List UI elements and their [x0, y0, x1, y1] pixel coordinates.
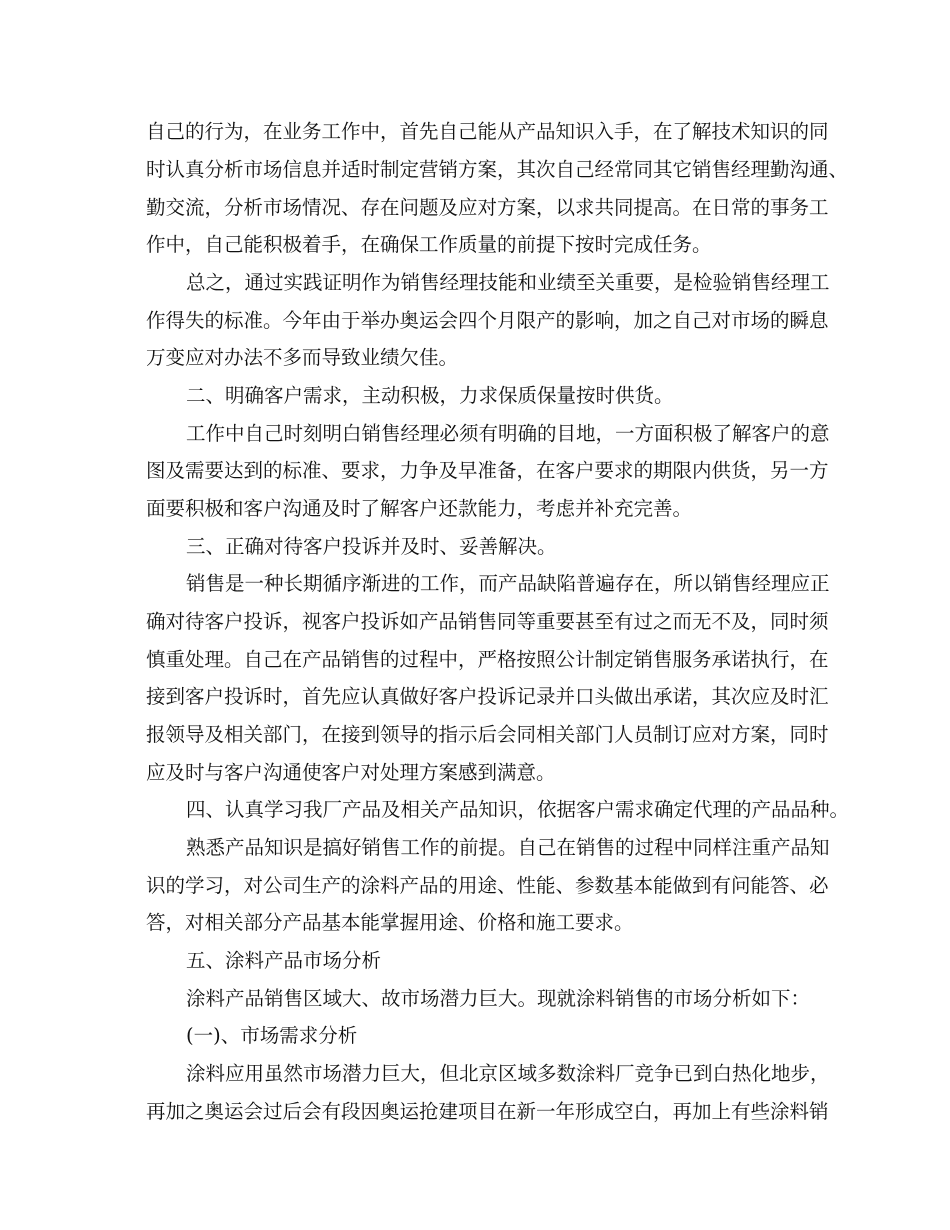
paragraph-first-line: 总之，通过实践证明作为销售经理技能和业绩至关重要，是检验销售经理工 — [186, 271, 830, 294]
section-heading: 四、认真学习我厂产品及相关产品知识，依据客户需求确定代理的产品品种。 — [186, 798, 850, 821]
paragraph-first-line: 工作中自己时刻明白销售经理必须有明确的目地，一方面积极了解客户的意 — [186, 422, 830, 445]
subsection-heading: (一)、市场需求分析 — [186, 1024, 358, 1047]
text-line: 答，对相关部分产品基本能掌握用途、价格和施工要求。 — [146, 911, 634, 934]
text-line: 确对待客户投诉，视客户投诉如产品销售同等重要甚至有过之而无不及，同时须 — [146, 610, 829, 633]
text-line: 时认真分析市场信息并适时制定营销方案，其次自己经常同其它销售经理勤沟通、 — [146, 158, 849, 181]
paragraph-first-line: 销售是一种长期循序渐进的工作，而产品缺陷普遍存在，所以销售经理应正 — [186, 572, 830, 595]
text-line: 图及需要达到的标准、要求，力争及早准备，在客户要求的期限内供货，另一方 — [146, 459, 829, 482]
text-line: 面要积极和客户沟通及时了解客户还款能力，考虑并补充完善。 — [146, 497, 693, 520]
text-line: 报领导及相关部门，在接到领导的指示后会同相关部门人员制订应对方案，同时 — [146, 723, 829, 746]
text-line: 应及时与客户沟通使客户对处理方案感到满意。 — [146, 761, 556, 784]
paragraph-line: 涂料产品销售区域大、故市场潜力巨大。现就涂料销售的市场分析如下： — [186, 987, 811, 1010]
section-heading: 二、明确客户需求，主动积极，力求保质保量按时供货。 — [186, 384, 674, 407]
paragraph-first-line: 涂料应用虽然市场潜力巨大，但北京区域多数涂料厂竞争已到白热化地步， — [186, 1062, 830, 1085]
paragraph-first-line: 熟悉产品知识是搞好销售工作的前提。自己在销售的过程中同样注重产品知 — [186, 836, 830, 859]
text-line: 自己的行为，在业务工作中，首先自己能从产品知识入手，在了解技术知识的同 — [146, 120, 829, 143]
section-heading: 三、正确对待客户投诉并及时、妥善解决。 — [186, 535, 557, 558]
text-line: 再加之奥运会过后会有段因奥运抢建项目在新一年形成空白，再加上有些涂料销 — [146, 1100, 829, 1123]
text-line: 慎重处理。自己在产品销售的过程中，严格按照公计制定销售服务承诺执行，在 — [146, 648, 829, 671]
text-line: 作中，自己能积极着手，在确保工作质量的前提下按时完成任务。 — [146, 233, 712, 256]
text-line: 作得失的标准。今年由于举办奥运会四个月限产的影响，加之自己对市场的瞬息 — [146, 309, 829, 332]
section-heading: 五、涂料产品市场分析 — [186, 949, 382, 972]
text-line: 勤交流，分析市场情况、存在问题及应对方案，以求共同提高。在日常的事务工 — [146, 196, 829, 219]
text-line: 识的学习，对公司生产的涂料产品的用途、性能、参数基本能做到有问能答、必 — [146, 874, 829, 897]
text-line: 接到客户投诉时，首先应认真做好客户投诉记录并口头做出承诺，其次应及时汇 — [146, 685, 829, 708]
text-line: 万变应对办法不多而导致业绩欠佳。 — [146, 346, 459, 369]
